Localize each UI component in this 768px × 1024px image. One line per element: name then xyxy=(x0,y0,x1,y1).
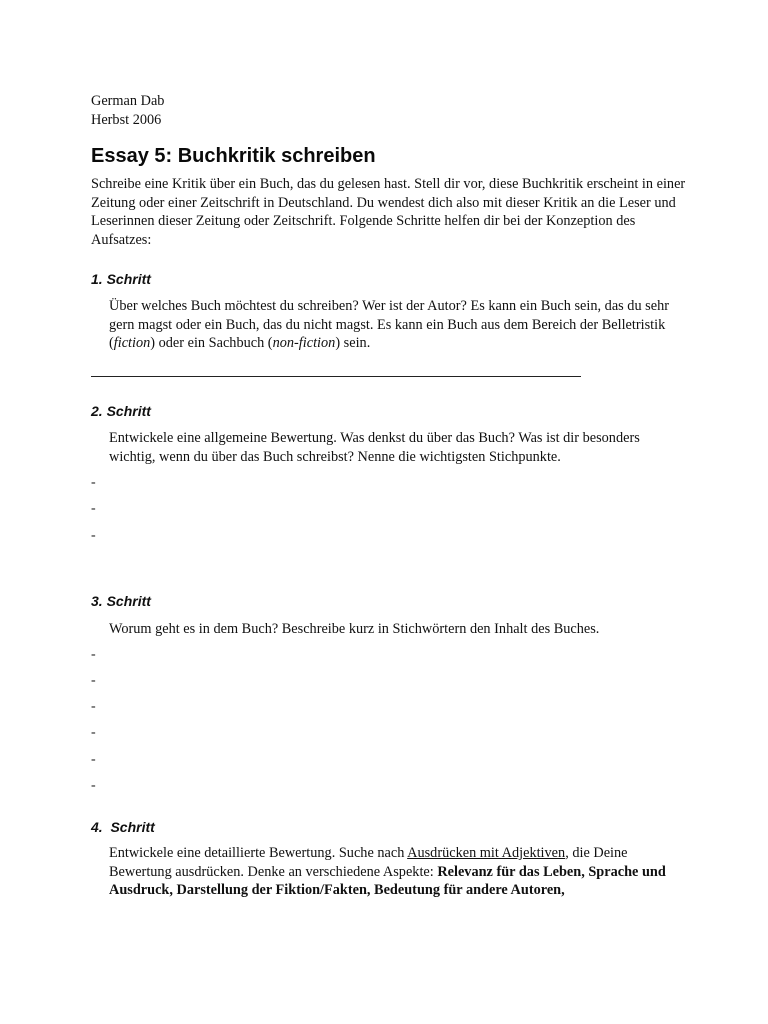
answer-line xyxy=(91,376,581,377)
step-2-bullet: - xyxy=(91,475,96,490)
step-1-nonfiction: non-fiction xyxy=(272,335,336,351)
step-3-bullet: - xyxy=(91,673,96,688)
step-3-bullet: - xyxy=(91,647,96,662)
intro-paragraph: Schreibe eine Kritik über ein Buch, das du gelesen hast. Stell dir vor, diese Buchkritik erscheint in einer Zeitung oder einer Zeitschrift in Deutschland. Du wendest dich also mit dieser Kritik an die Leser und Leserinnen dieser Zeitung oder Zeitschrift. Folgende Schritte helfen dir bei der Konzeption des Aufsatzes: xyxy=(91,176,686,248)
step-1-text-c: ) sein. xyxy=(335,335,371,351)
step-3-heading: 3. Schritt xyxy=(91,593,151,609)
step-2-bullet: - xyxy=(91,501,96,516)
step-4-text xyxy=(109,844,689,900)
step-4-underlined: Ausdrücken mit Adjektiven xyxy=(407,845,566,861)
step-3-bullet: - xyxy=(91,752,96,767)
step-3-bullet: - xyxy=(91,699,96,714)
term: Herbst 2006 xyxy=(91,112,162,128)
step-2-bullet: - xyxy=(91,528,96,543)
step-1-text-b: ) oder ein Sachbuch ( xyxy=(150,335,273,351)
step-4-text-b: , die Deine Bewertung ausdrücken. Denke an verschiedene Aspekte: xyxy=(109,845,628,880)
step-1-text xyxy=(109,297,689,353)
page-title: Essay 5: Buchkritik schreiben xyxy=(91,145,376,167)
step-4-bold-aspects: Relevanz für das Leben, Sprache und Ausdruck, Darstellung der Fiktion/Fakten, Bedeutung für andere Autoren, xyxy=(109,863,666,898)
step-2-heading: 2. Schritt xyxy=(91,403,151,419)
step-4-text-a: Entwickele eine detaillierte Bewertung. Suche nach xyxy=(109,845,408,861)
step-4-heading: 4. Schritt xyxy=(91,819,155,835)
step-1-fiction: fiction xyxy=(113,335,151,351)
step-3-bullet: - xyxy=(91,778,96,793)
step-1-text-a: Über welches Buch möchtest du schreiben? Wer ist der Autor? Es kann ein Buch sein, das du sehr gern magst oder ein Buch, das du nicht magst. Es kann ein Buch aus dem Bereich der Belletristik ( xyxy=(109,298,669,351)
step-3-text: Worum geht es in dem Buch? Beschreibe kurz in Stichwörtern den Inhalt des Buches. xyxy=(109,621,600,637)
step-1-heading: 1. Schritt xyxy=(91,271,151,287)
course-name: German Dab xyxy=(91,93,165,109)
step-3-bullet: - xyxy=(91,725,96,740)
step-2-text: Entwickele eine allgemeine Bewertung. Was denkst du über das Buch? Was ist dir besonders wichtig, wenn du über das Buch schreibst? Nenne die wichtigsten Stichpunkte. xyxy=(109,430,640,465)
